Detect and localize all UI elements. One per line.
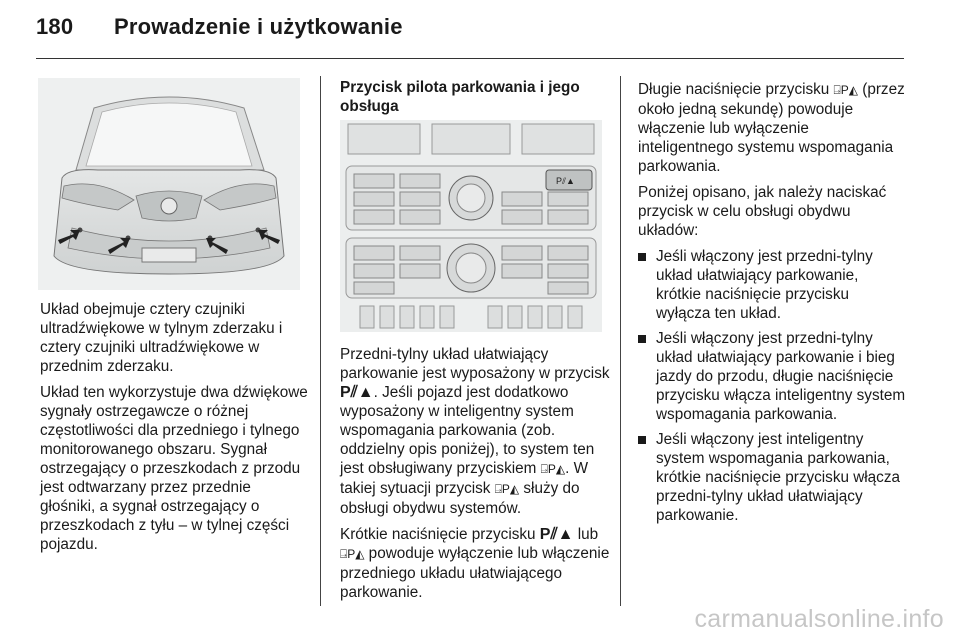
paragraph: Układ ten wykorzystuje dwa dźwiękowe sygnały ostrzegawcze o różnej częstotliwości dla przedniego i tylnego monitorowanego obszaru. Sygnał ostrzegający o przeszkodach z przodu jest odtwarzany przez przednie głośniki, a sygnał ostrzegający o przeszkodach z tyłu – w tylnej części pojazdu. [40,384,308,553]
paragraph: Przedni-tylny układ ułatwiający parkowanie jest wyposażony w przycisk P⫽▲. Jeśli pojazd jest dodatkowo wyposażony w inteligentny system wspomagania parkowania (zob. oddzielny opis poniżej), to system ten jest obsługiwany przyciskiem ⍈P◭. W takiej sytuacji przycisk ⍈P◭ służy do obsługi obydwu systemów. [340,346,610,517]
column-right [638,80,906,531]
svg-text:P⫽▲: P⫽▲ [556,176,575,186]
bullet-square-icon [638,335,646,343]
paragraph: Krótkie naciśnięcie przycisku P⫽▲ lub ⍈P◭ powoduje wyłączenie lub włączenie przedniego układu ułatwiającego parkowanie. [340,526,610,601]
smart-park-icon: ⍈P◭ [340,547,365,561]
page-number: 180 [36,14,74,39]
paragraph: Długie naciśnięcie przycisku ⍈P◭ (przez około jedną sekundę) powoduje włączenie lub wyłączenie inteligentnego systemu wspomagania parkowania. [638,81,905,175]
smart-park-icon: ⍈P◭ [833,83,858,97]
section-heading: Przycisk pilota parkowania i jego obsługa [340,79,580,115]
bullet-square-icon [638,253,646,261]
watermark: carmanualsonline.info [694,605,944,633]
paragraph: Układ obejmuje cztery czujniki ultradźwiękowe w tylnym zderzaku i cztery czujniki ultradźwiękowe w przednim zderzaku. [40,301,283,375]
bullet-item: Jeśli włączony jest przedni-tylny układ ułatwiający parkowanie i bieg jazdy do przodu, długie naciśnięcie przycisku włącza inteligentny system wspomagania parkowania. [638,329,906,424]
bullet-square-icon [638,436,646,444]
smart-park-icon: ⍈P◭ [540,462,566,476]
center-console-illustration [340,120,602,332]
page-title: Prowadzenie i użytkowanie [114,14,403,39]
column-divider [620,76,621,606]
page-header [36,14,403,40]
header-rule [36,58,904,59]
smart-park-icon: ⍈P◭ [494,482,520,496]
column-middle [340,345,615,609]
paragraph: Poniżej opisano, jak należy naciskać przycisk w celu obsługi obydwu układów: [638,184,887,239]
bullet-item: Jeśli włączony jest inteligentny system wspomagania parkowania, krótkie naciśnięcie przycisku włącza przedni-tylny układ ułatwiający parkowanie. [638,430,906,525]
column-left [40,300,310,561]
column-divider [320,76,321,606]
park-assist-icon: P⫽▲ [539,526,574,543]
bullet-item: Jeśli włączony jest przedni-tylny układ ułatwiający parkowanie, krótkie naciśnięcie przycisku wyłącza ten układ. [638,247,906,323]
park-assist-icon: P⫽▲ [340,384,374,401]
car-front-illustration [38,78,300,290]
